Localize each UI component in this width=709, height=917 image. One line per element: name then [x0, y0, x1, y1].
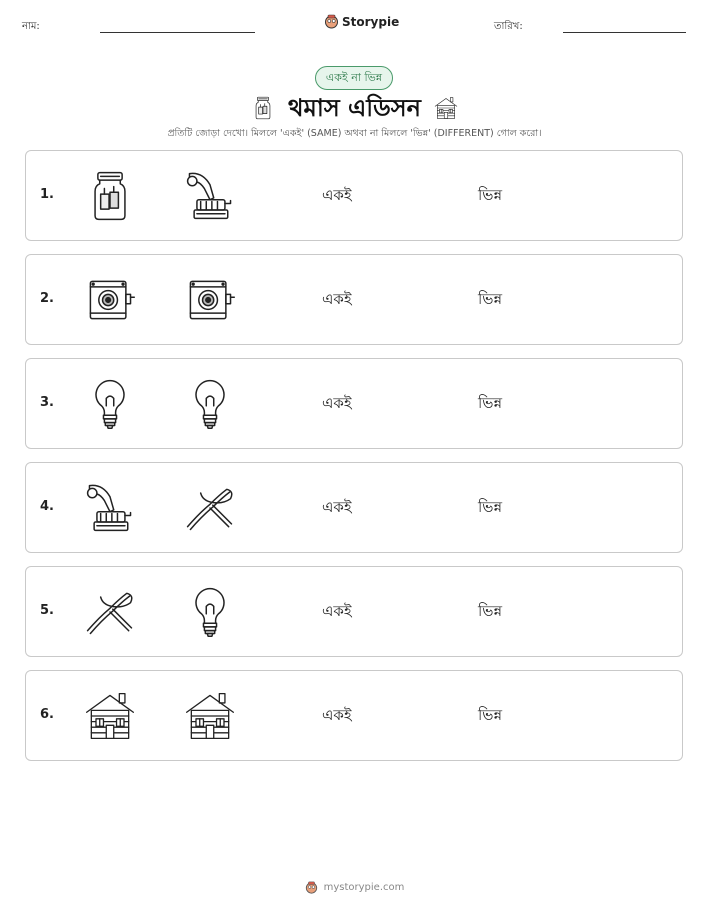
option-same[interactable]: একই — [322, 498, 352, 516]
question-row — [25, 462, 683, 553]
question-number: 5. — [40, 603, 54, 618]
house-icon — [182, 688, 238, 744]
option-different[interactable]: ভিন্ন — [478, 186, 503, 204]
footer-site: mystorypie.com — [323, 882, 405, 893]
lightbulb-icon — [182, 584, 238, 640]
footer — [0, 881, 709, 894]
option-different[interactable]: ভিন্ন — [478, 706, 503, 724]
date-label: তারিখ: — [494, 21, 523, 32]
option-different[interactable]: ভিন্ন — [478, 498, 503, 516]
name-line[interactable] — [100, 32, 255, 33]
jar-icon — [82, 168, 138, 224]
option-same[interactable]: একই — [322, 602, 352, 620]
date-line[interactable] — [563, 32, 686, 33]
option-different[interactable]: ভিন্ন — [478, 602, 503, 620]
house-icon — [433, 95, 459, 125]
lightbulb-icon — [82, 376, 138, 432]
phonograph-icon — [182, 168, 238, 224]
question-number: 1. — [40, 187, 54, 202]
question-row — [25, 358, 683, 449]
camera-box-icon — [82, 272, 138, 328]
instructions: প্রতিটি জোড়া দেখো। মিললে 'একই' (SAME) অথবা না মিললে 'ভিন্ন' (DIFFERENT) গোল করো। — [167, 128, 542, 139]
option-same[interactable]: একই — [322, 394, 352, 412]
question-number: 6. — [40, 707, 54, 722]
question-row — [25, 150, 683, 241]
option-different[interactable]: ভিন্ন — [478, 290, 503, 308]
title-row — [0, 90, 709, 130]
storypie-mascot-icon — [305, 881, 318, 894]
name-label: নাম: — [22, 21, 40, 32]
filament-icon — [182, 480, 238, 536]
topic-badge: একই না ভিন্ন — [315, 66, 393, 90]
storypie-mascot-icon — [324, 14, 339, 29]
page-title: থমাস এডিসন — [287, 94, 421, 122]
option-same[interactable]: একই — [322, 706, 352, 724]
option-same[interactable]: একই — [322, 290, 352, 308]
house-icon — [82, 688, 138, 744]
option-different[interactable]: ভিন্ন — [478, 394, 503, 412]
lightbulb-icon — [182, 376, 238, 432]
question-row — [25, 254, 683, 345]
brand-logo — [324, 14, 399, 29]
question-row — [25, 670, 683, 761]
question-number: 3. — [40, 395, 54, 410]
option-same[interactable]: একই — [322, 186, 352, 204]
question-row — [25, 566, 683, 657]
brand-name: Storypie — [342, 14, 400, 29]
question-number: 2. — [40, 291, 54, 306]
filament-icon — [82, 584, 138, 640]
camera-box-icon — [182, 272, 238, 328]
jar-icon — [250, 95, 276, 125]
question-number: 4. — [40, 499, 54, 514]
phonograph-icon — [82, 480, 138, 536]
